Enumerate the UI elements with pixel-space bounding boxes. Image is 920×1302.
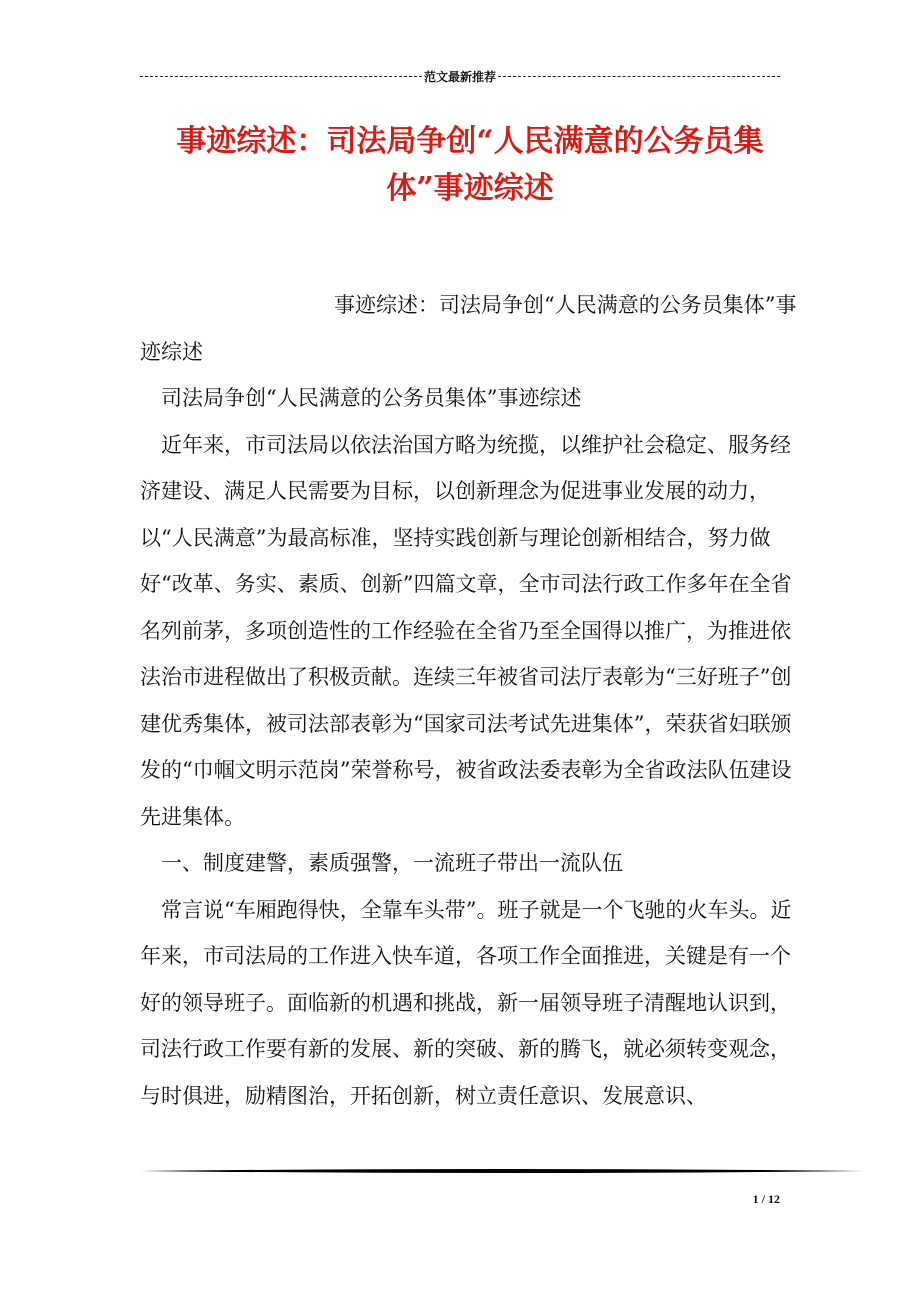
document-body bbox=[140, 282, 800, 1119]
subtitle-paragraph: 事迹综述：司法局争创“人民满意的公务员集体”事迹综述 bbox=[140, 293, 797, 364]
body-paragraph: 司法局争创“人民满意的公务员集体”事迹综述 bbox=[161, 386, 582, 410]
header-dashes-left bbox=[140, 76, 422, 77]
body-paragraph: 常言说“车厢跑得快，全靠车头带”。班子就是一个飞驰的火车头。近年来，市司法局的工作进入快车道，各项工作全面推进，关键是有一个好的领导班子。面临新的机遇和挑战，新一届领导班子清醒地认识到，司法行政工作要有新的发展、新的突破、新的腾飞，就必须转变观念，与时俱进，励精图治，开拓创新，树立责任意识、发展意识、 bbox=[140, 897, 792, 1108]
section-heading: 一、制度建警，素质强警，一流班子带出一流队伍 bbox=[161, 851, 623, 875]
footer-rule bbox=[140, 1168, 864, 1174]
header-dashes-right bbox=[498, 76, 780, 77]
header-label: 范文最新推荐 bbox=[424, 69, 497, 84]
page-number: 1 / 12 bbox=[752, 1192, 780, 1206]
document-title: 事迹综述：司法局争创“人民满意的公务员集体”事迹综述 bbox=[176, 124, 764, 206]
body-paragraph: 近年来，市司法局以依法治国方略为统揽，以维护社会稳定、服务经济建设、满足人民需要为目标，以创新理念为促进事业发展的动力，以“人民满意”为最高标准，坚持实践创新与理论创新相结合，努力做好“改革、务实、素质、创新”四篇文章，全市司法行政工作多年在全省名列前茅，多项创造性的工作经验在全省乃至全国得以推广，为推进依法治市进程做出了积极贡献。连续三年被省司法厅表彰为“三好班子”创建优秀集体，被司法部表彰为“国家司法考试先进集体”，荣获省妇联颁发的“巾帼文明示范岗”荣誉称号，被省政法委表彰为全省政法队伍建设先进集体。 bbox=[140, 432, 792, 829]
page-header bbox=[140, 66, 780, 86]
